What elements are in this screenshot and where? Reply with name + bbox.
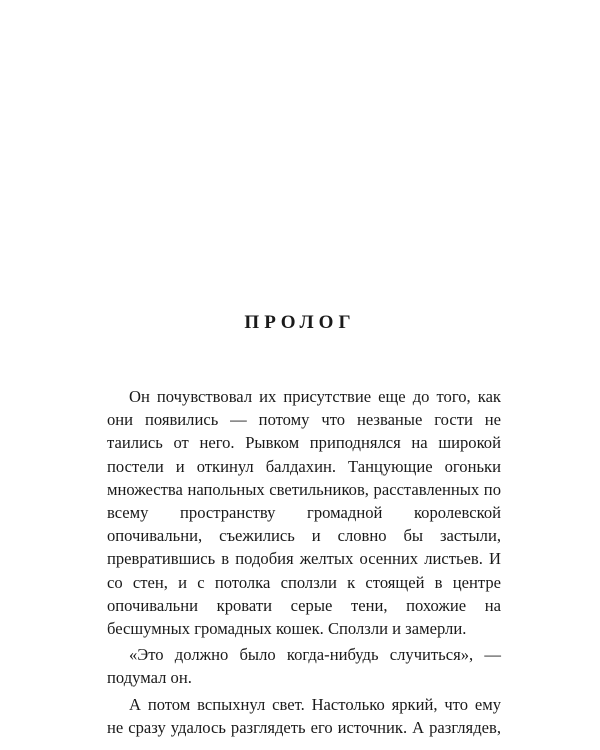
chapter-body (107, 385, 501, 739)
paragraph: Он почувствовал их присутствие еще до того, как они появились — потому что незваные гости не таились от него. Рывком приподнялся на широкой постели и откинул балдахин. Танцующие огоньки множества напольных светильников, расставленных по всему пространству громадной королевской опочивальни, съежились и словно бы застыли, превратившись в подобия желтых осенних листьев. И со стен, и с потолка сползли к стоящей в центре опочивальни кровати серые тени, похожие на бесшумных громадных кошек. Сползли и замерли. (107, 387, 501, 639)
paragraph: А потом вспыхнул свет. Настолько яркий, что ему не сразу удалось разглядеть его источник. А разглядев, (107, 694, 501, 737)
chapter-title: ПРОЛОГ (244, 312, 356, 333)
paragraph: «Это должно было когда-нибудь случиться», — подумал он. (107, 645, 501, 688)
